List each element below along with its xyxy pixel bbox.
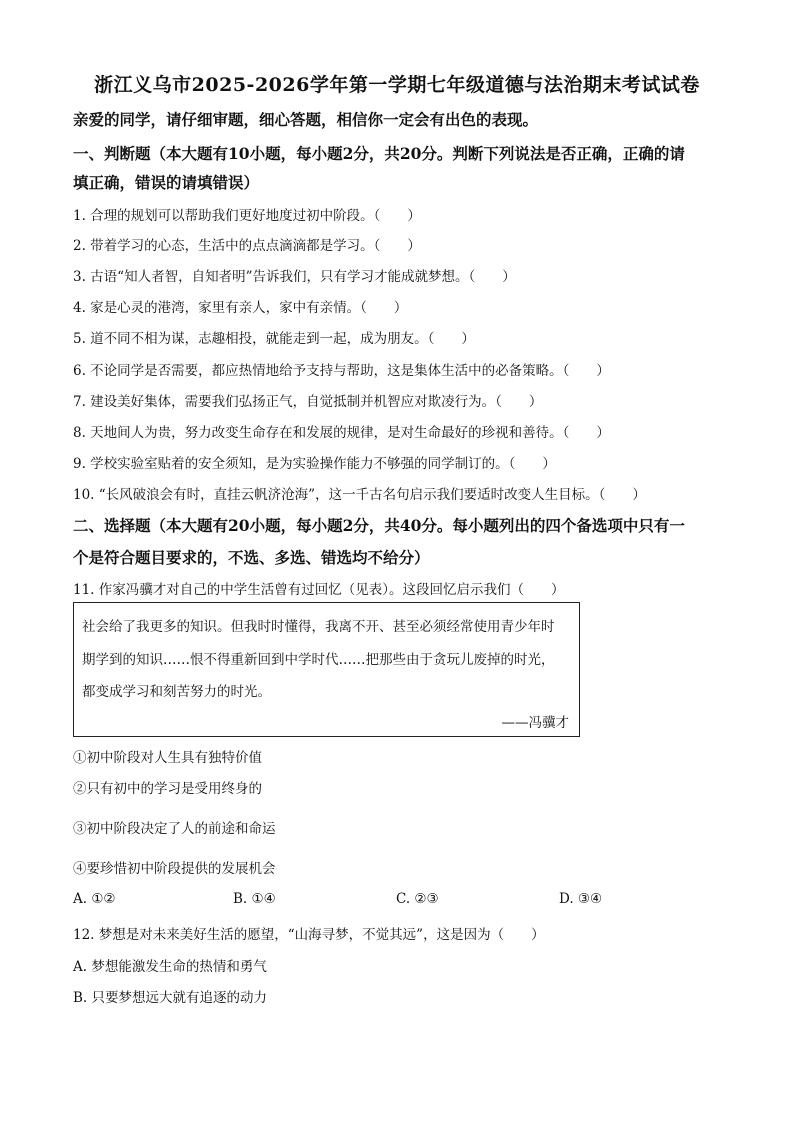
judgement-item-5: 5. 道不同不相为谋，志趣相投，就能走到一起，成为朋友。（ ） — [73, 331, 475, 347]
judgement-item-8: 8. 天地间人为贵，努力改变生命存在和发展的规律，是对生命最好的珍视和善待。（ ） — [73, 425, 610, 441]
quote-box — [73, 602, 580, 737]
section1-heading-line2: 填正确，错误的请填错误） — [73, 173, 260, 192]
judgement-item-1: 1. 合理的规划可以帮助我们更好地度过初中阶段。（ ） — [73, 208, 421, 224]
judgement-item-2: 2. 带着学习的心态，生活中的点点滴滴都是学习。（ ） — [73, 238, 421, 254]
judgement-item-9: 9. 学校实验室贴着的安全须知，是为实验操作能力不够强的同学制订的。（ ） — [73, 456, 556, 472]
section1-heading-line1: 一、判断题（本大题有10小题，每小题2分，共20分。判断下列说法是否正确，正确的请 — [73, 144, 685, 163]
question-12-option-a: A. 梦想能激发生命的热情和勇气 — [73, 959, 267, 975]
statement-4: ④要珍惜初中阶段提供的发展机会 — [73, 861, 276, 877]
exam-title: 浙江义乌市2025-2026学年第一学期七年级道德与法治期末考试试卷 — [94, 74, 700, 96]
statement-2: ②只有初中的学习是受用终身的 — [73, 781, 262, 797]
choice-d: D. ③④ — [559, 891, 603, 907]
judgement-item-7: 7. 建设美好集体，需要我们弘扬正气，自觉抵制并机智应对欺凌行为。（ ） — [73, 394, 543, 410]
question-12-option-b: B. 只要梦想远大就有追逐的动力 — [73, 990, 268, 1006]
question-12-stem: 12. 梦想是对未来美好生活的愿望，“山海寻梦，不觉其远”，这是因为（ ） — [73, 927, 545, 943]
choice-c: C. ②③ — [396, 891, 439, 907]
quote-line-1: 社会给了我更多的知识。但我时时懂得，我离不开、甚至必须经常使用青少年时 — [82, 619, 555, 635]
question-11-stem: 11. 作家冯骥才对自己的中学生活曾有过回忆（见表）。这段回忆启示我们（ ） — [73, 582, 565, 598]
judgement-item-4: 4. 家是心灵的港湾，家里有亲人，家中有亲情。（ ） — [73, 300, 408, 316]
choice-a: A. ①② — [73, 891, 116, 907]
quote-line-3: 都变成学习和刻苦努力的时光。 — [82, 684, 271, 700]
statement-1: ①初中阶段对人生具有独特价值 — [73, 750, 262, 766]
quote-line-2: 期学到的知识……恨不得重新回到中学时代……把那些由于贪玩儿废掉的时光， — [82, 652, 555, 668]
choice-b: B. ①④ — [233, 891, 276, 907]
judgement-item-3: 3. 古语“知人者智，自知者明”告诉我们，只有学习才能成就梦想。（ ） — [73, 269, 516, 285]
judgement-item-6: 6. 不论同学是否需要，都应热情地给予支持与帮助，这是集体生活中的必备策略。（ ） — [73, 363, 610, 379]
section2-heading-line2: 个是符合题目要求的，不选、多选、错选均不给分） — [73, 548, 430, 567]
greeting-text: 亲爱的同学，请仔细审题，细心答题，相信你一定会有出色的表现。 — [73, 110, 539, 129]
quote-author: ——冯骥才 — [501, 715, 569, 731]
judgement-item-10: 10. “长风破浪会有时，直挂云帆济沧海”，这一千古名句启示我们要适时改变人生目标。（ ） — [73, 487, 646, 503]
statement-3: ③初中阶段决定了人的前途和命运 — [73, 821, 276, 837]
section2-heading-line1: 二、选择题（本大题有20小题，每小题2分，共40分。每小题列出的四个备选项中只有一 — [73, 516, 685, 535]
